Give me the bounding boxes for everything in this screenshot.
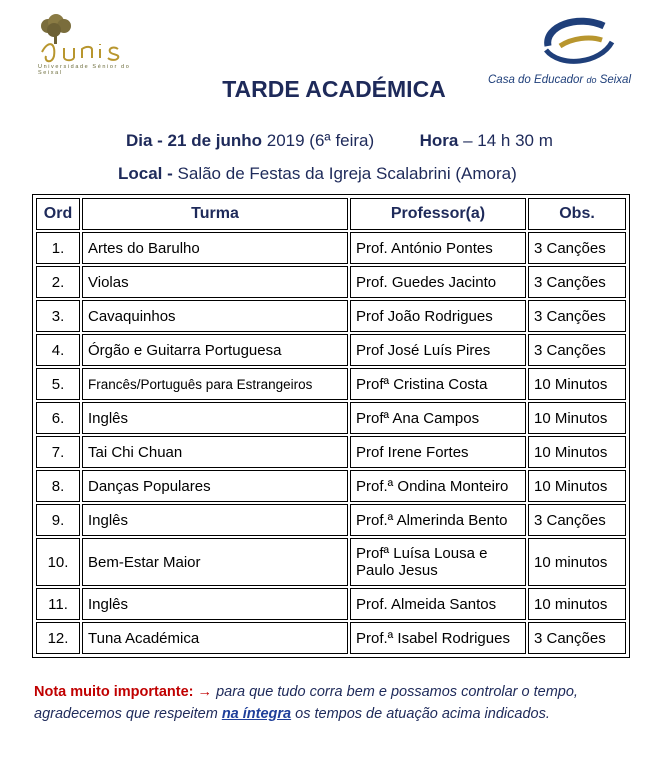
header-turma: Turma bbox=[82, 198, 348, 230]
cell-ord: 6. bbox=[36, 402, 80, 434]
table-row bbox=[36, 622, 626, 654]
cell-ord: 12. bbox=[36, 622, 80, 654]
location-label: Local - bbox=[118, 164, 173, 183]
header-ord: Ord bbox=[36, 198, 80, 230]
cell-turma: Inglês bbox=[82, 504, 348, 536]
cell-turma: Danças Populares bbox=[82, 470, 348, 502]
note-label: Nota muito importante: bbox=[34, 684, 194, 700]
table-row bbox=[36, 300, 626, 332]
table-row bbox=[36, 334, 626, 366]
cell-obs: 10 Minutos bbox=[528, 402, 626, 434]
table-row bbox=[36, 470, 626, 502]
table-row bbox=[36, 588, 626, 620]
cell-professor: Prof Irene Fortes bbox=[350, 436, 526, 468]
table-row bbox=[36, 436, 626, 468]
cell-obs: 10 Minutos bbox=[528, 368, 626, 400]
cell-professor: Prof. Almeida Santos bbox=[350, 588, 526, 620]
cell-obs: 3 Canções bbox=[528, 300, 626, 332]
cell-turma: Artes do Barulho bbox=[82, 232, 348, 264]
cell-turma: Francês/Português para Estrangeiros bbox=[82, 368, 348, 400]
schedule-table bbox=[32, 194, 630, 658]
cell-turma: Tuna Académica bbox=[82, 622, 348, 654]
cell-professor: Profª Cristina Costa bbox=[350, 368, 526, 400]
note-text-b: os tempos de atuação acima indicados. bbox=[295, 706, 550, 722]
table-row bbox=[36, 538, 626, 586]
cell-obs: 10 minutos bbox=[528, 588, 626, 620]
location-value: Salão de Festas da Igreja Scalabrini (Amora) bbox=[177, 164, 517, 183]
cell-obs: 3 Canções bbox=[528, 622, 626, 654]
cell-ord: 4. bbox=[36, 334, 80, 366]
cell-turma: Tai Chi Chuan bbox=[82, 436, 348, 468]
date-label: Dia - 21 de junho bbox=[126, 131, 263, 150]
cell-ord: 5. bbox=[36, 368, 80, 400]
cell-obs: 3 Canções bbox=[528, 334, 626, 366]
cell-turma: Cavaquinhos bbox=[82, 300, 348, 332]
cell-professor: Prof João Rodrigues bbox=[350, 300, 526, 332]
cell-turma: Violas bbox=[82, 266, 348, 298]
cell-professor: Profª Luísa Lousa e Paulo Jesus bbox=[350, 538, 526, 586]
cell-turma: Órgão e Guitarra Portuguesa bbox=[82, 334, 348, 366]
cell-ord: 11. bbox=[36, 588, 80, 620]
note-text-a: para que tudo corra bem e possamos controlar o tempo, agradecemos que respeitem bbox=[34, 684, 578, 722]
table-row bbox=[36, 266, 626, 298]
date-value: 2019 (6ª feira) bbox=[266, 131, 375, 150]
location-line bbox=[118, 164, 517, 184]
unis-logo-subtitle: Universidade Sénior do Seixal bbox=[38, 64, 131, 76]
cell-obs: 10 minutos bbox=[528, 538, 626, 586]
cell-ord: 10. bbox=[36, 538, 80, 586]
cell-obs: 3 Canções bbox=[528, 266, 626, 298]
header-obs: Obs. bbox=[528, 198, 626, 230]
time-label: Hora bbox=[419, 131, 459, 150]
header-professor: Professor(a) bbox=[350, 198, 526, 230]
casa-educador-logo bbox=[538, 16, 618, 68]
cell-professor: Prof.ª Almerinda Bento bbox=[350, 504, 526, 536]
table-row bbox=[36, 232, 626, 264]
cell-ord: 2. bbox=[36, 266, 80, 298]
note-emphasis: na íntegra bbox=[221, 706, 292, 722]
cell-professor: Profª Ana Campos bbox=[350, 402, 526, 434]
cell-professor: Prof.ª Isabel Rodrigues bbox=[350, 622, 526, 654]
table-row bbox=[36, 368, 626, 400]
cell-ord: 8. bbox=[36, 470, 80, 502]
table-row bbox=[36, 402, 626, 434]
cell-turma: Inglês bbox=[82, 588, 348, 620]
important-note bbox=[34, 681, 614, 725]
cell-obs: 3 Canções bbox=[528, 504, 626, 536]
cell-professor: Prof.ª Ondina Monteiro bbox=[350, 470, 526, 502]
cell-professor: Prof. Guedes Jacinto bbox=[350, 266, 526, 298]
cell-professor: Prof José Luís Pires bbox=[350, 334, 526, 366]
cell-professor: Prof. António Pontes bbox=[350, 232, 526, 264]
cell-obs: 10 Minutos bbox=[528, 436, 626, 468]
table-row bbox=[36, 504, 626, 536]
cell-obs: 3 Canções bbox=[528, 232, 626, 264]
casa-educador-logo-text: Casa do Educador do Seixal bbox=[488, 74, 632, 86]
page-title: TARDE ACADÉMICA bbox=[222, 76, 446, 102]
time-value: – 14 h 30 m bbox=[463, 131, 553, 150]
date-time-line bbox=[126, 131, 553, 151]
cell-turma: Inglês bbox=[82, 402, 348, 434]
cell-ord: 7. bbox=[36, 436, 80, 468]
cell-ord: 3. bbox=[36, 300, 80, 332]
cell-ord: 9. bbox=[36, 504, 80, 536]
arrow-right-icon: → bbox=[197, 684, 213, 700]
cell-turma: Bem-Estar Maior bbox=[82, 538, 348, 586]
cell-obs: 10 Minutos bbox=[528, 470, 626, 502]
table-header-row bbox=[36, 198, 626, 230]
cell-ord: 1. bbox=[36, 232, 80, 264]
tree-icon bbox=[41, 14, 71, 44]
